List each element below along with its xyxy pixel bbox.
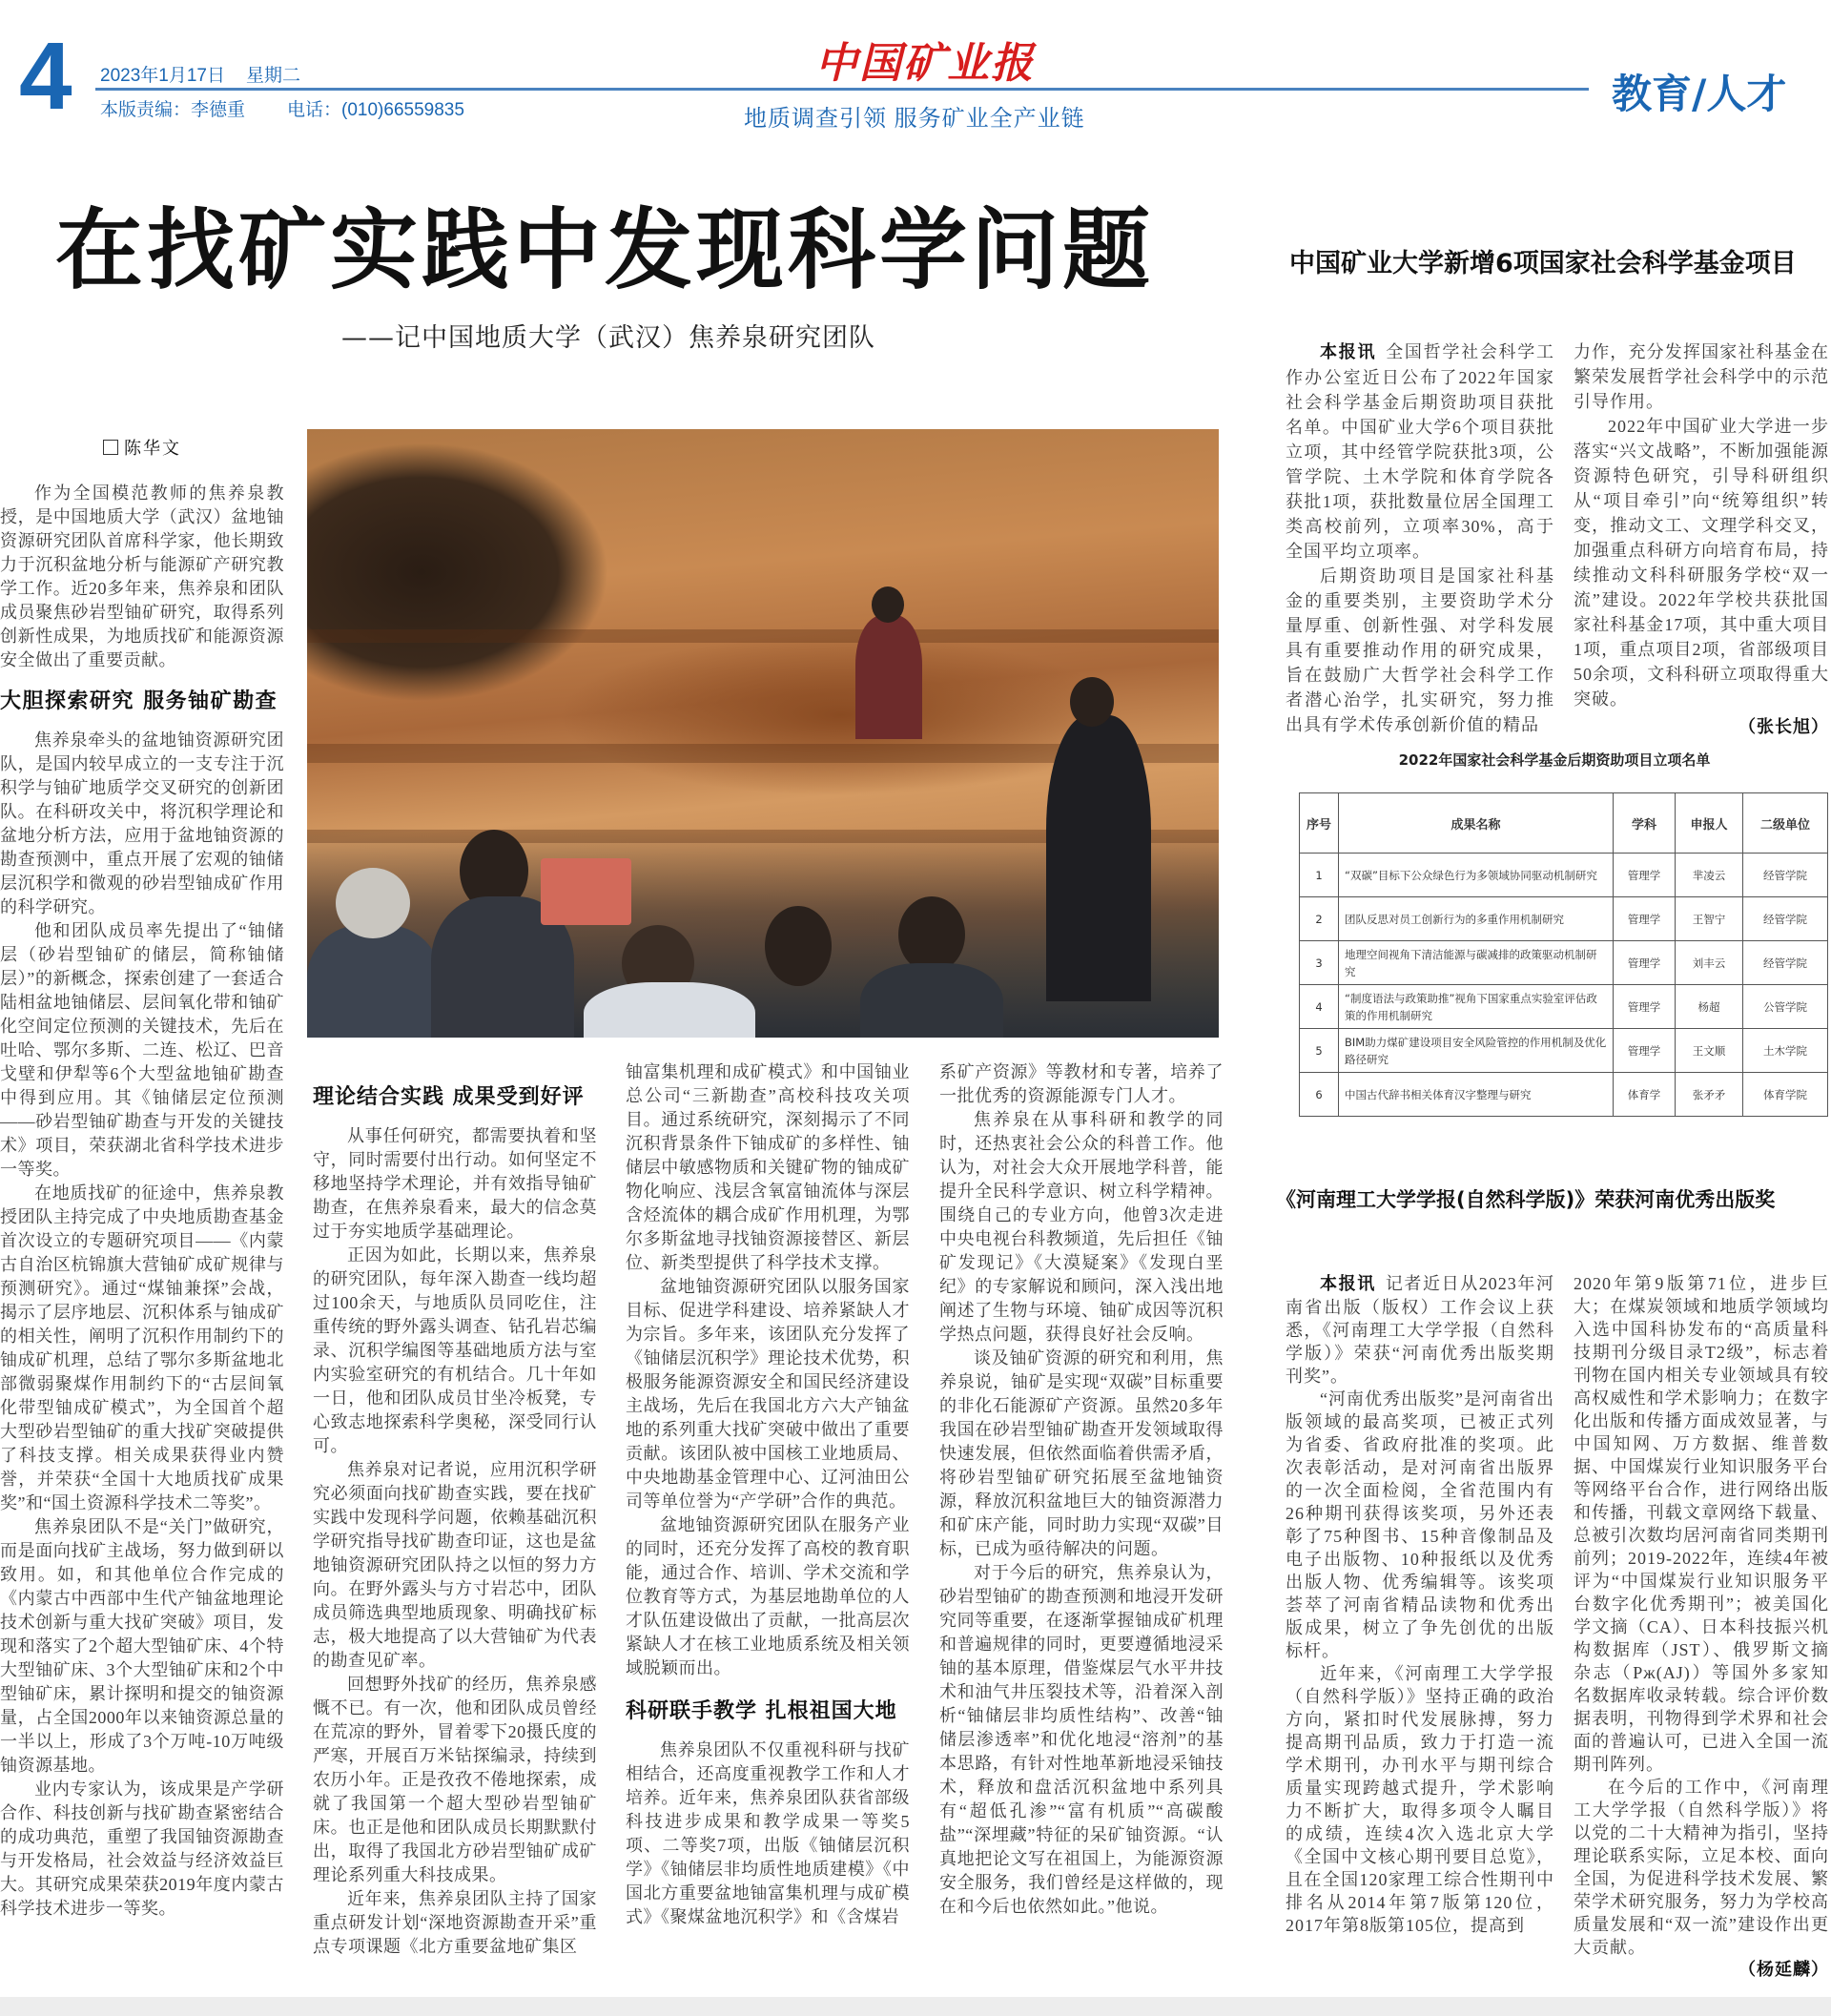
paragraph: 近年来，焦养泉团队主持了国家重点研发计划“深地资源勘查开采”重点专项课题《北方重要盆地矿集区	[313, 1889, 597, 1956]
applicant: 王智宁	[1675, 897, 1742, 941]
table-row	[1300, 897, 1828, 941]
field-survey-photo	[307, 429, 1219, 1038]
row-number: 2	[1300, 897, 1339, 941]
paragraph: 力作，充分发挥国家社科基金在繁荣发展哲学社会科学中的示范引导作用。	[1574, 342, 1829, 411]
paragraph: 系矿产资源》等教材和专著，培养了一批优秀的资源能源专门人才。	[939, 1062, 1224, 1105]
person-black-jacket	[1046, 715, 1151, 1001]
date: 2023年1月17日	[100, 66, 225, 86]
editor: 本版责编：李德重	[100, 100, 246, 120]
paragraph: 正因为如此，长期以来，焦养泉的研究团队，每年深入勘查一线均超过100余天，与地质队员同吃住，注重传统的野外露头调查、钻孔岩芯编录、沉积学编图等基础地质方法与室内实验室研究的有机结合。几十年如一日，他和团队成员甘坐冷板凳，专心致志地探索科学奥秘，深受同行认可。	[313, 1245, 597, 1455]
paragraph: 焦养泉在从事科研和教学的同时，还热衷社会公众的科普工作。他认为，对社会大众开展地学科普，能提升全民科学意识、树立科学精神。围绕自己的专业方向，他曾3次走进中央电视台科教频道，先后担任《铀矿发现记》《大漠疑案》《发现白垩纪》的专家解说和顾问，深入浅出地阐述了生物与环境、铀矿成因等沉积学热点问题，获得良好社会反响。	[939, 1110, 1224, 1344]
discipline: 管理学	[1614, 985, 1676, 1029]
paragraph: 在今后的工作中，《河南理工大学学报（自然科学版）》将以党的二十大精神为指引，坚持理论联系实际，立足本校、面向全国，为促进科学技术发展、繁荣学术研究服务，努力为学校高质量发展和“双一流”建设作出更大贡献。	[1574, 1778, 1829, 1957]
main-column-4	[939, 1060, 1224, 1919]
paragraph: 焦养泉牵头的盆地铀资源研究团队，是国内较早成立的一支专注于沉积学与铀矿地质学交叉研究的创新团队。在科研攻关中，将沉积学理论和盆地分析方法，应用于盆地铀资源的勘查预测中，重点开展了宏观的铀储层沉积学和微观的砂岩型铀成矿作用的科学研究。	[0, 730, 284, 916]
applicant: 张矛矛	[1675, 1073, 1742, 1117]
page-number: 4	[19, 23, 72, 130]
paragraph: 焦养泉团队不仅重视科研与找矿相结合，还高度重视教学工作和人才培养。近年来，焦养泉团队获省部级科技进步成果和教学成果一等奖5项、二等奖7项，出版《铀储层沉积学》《铀储层非均质性地质建模》《中国北方重要盆地铀富集机理与成矿模式》《聚煤盆地沉积学》和《含煤岩	[626, 1740, 910, 1926]
paragraph: 焦养泉对记者说，应用沉积学研究必须面向找矿勘查实践，要在找矿实践中发现科学问题，依赖基础沉积学研究指导找矿勘查印证，这也是盆地铀资源研究团队持之以恒的努力方向。在野外露头与方寸岩芯中，团队成员筛选典型地质现象、明确找矿标志，极大地提高了以大营铀矿为代表的勘查见矿率。	[313, 1460, 597, 1670]
person-cap	[307, 925, 441, 1038]
section-title: 教育/人才	[1612, 71, 1787, 117]
project-list-table	[1299, 792, 1828, 1117]
author: 陈华文	[124, 439, 181, 459]
department: 公管学院	[1743, 985, 1828, 1029]
hpu-headline: 《河南理工大学学报(自然科学版)》荣获河南优秀出版奖	[1276, 1188, 1776, 1211]
page-bottom-strip	[0, 1997, 1831, 2016]
header-cell: 二级单位	[1743, 793, 1828, 854]
main-column-1	[0, 437, 284, 1921]
table-row	[1300, 1073, 1828, 1117]
row-number: 6	[1300, 1073, 1339, 1117]
department: 经管学院	[1743, 854, 1828, 897]
phone: 电话：(010)66559835	[287, 100, 464, 120]
paragraph: 从事任何研究，都需要执着和坚守，同时需要付出行动。如何坚定不移地坚持学术理论，并有效指导铀矿勘查，在焦养泉看来，最大的信念莫过于夯实地质学基础理论。	[313, 1126, 597, 1241]
paragraph: 回想野外找矿的经历，焦养泉感慨不已。有一次，他和团队成员曾经在荒凉的野外，冒着零下20摄氏度的严寒，开展百万米钻探编录，持续到农历小年。正是孜孜不倦地探索，成就了我国第一个超大型砂岩型铀矿床。也正是他和团队成员长期默默付出，取得了我国北方砂岩型铀矿成矿理论系列重大科技成果。	[313, 1675, 597, 1884]
paragraph: 焦养泉团队不是“关门”做研究，而是面向找矿主战场，努力做到研以致用。如，和其他单位合作完成的《内蒙古中西部中生代产铀盆地理论技术创新与重大找矿突破》项目，发现和落实了2个超大型铀矿床、4个特大型铀矿床、3个大型铀矿床和2个中型铀矿床，累计探明和提交的铀资源量，占全国2000年以来铀资源总量的一半以上，形成了3个万吨-10万吨级铀资源基地。	[0, 1517, 284, 1775]
subheading: 大胆探索研究 服务铀矿勘查	[0, 689, 278, 713]
table-row	[1300, 1029, 1828, 1073]
header-cell: 申报人	[1675, 793, 1742, 854]
paragraph: 作为全国模范教师的焦养泉教授，是中国地质大学（武汉）盆地铀资源研究团队首席科学家，他长期致力于沉积盆地分析与能源矿产研究教学工作。近20多年来，焦养泉和团队成员聚焦砂岩型铀矿研究，取得系列创新性成果，为地质找矿和能源资源安全做出了重要贡献。	[0, 483, 284, 669]
table-header-row	[1300, 793, 1828, 854]
paragraph: 业内专家认为，该成果是产学研合作、科技创新与找矿勘查紧密结合的成功典范，重塑了我国铀资源勘查与开发格局，社会效益与经济效益巨大。其研究成果荣获2019年度内蒙古科学技术进步一等奖。	[0, 1779, 284, 1918]
main-subtitle: ——记中国地质大学（武汉）焦养泉研究团队	[341, 323, 875, 353]
byline-box-icon	[103, 440, 118, 455]
author-signoff: （杨延麟）	[1738, 1960, 1829, 1980]
header-cell: 序号	[1300, 793, 1339, 854]
project-title: “制度语法与政策助推”视角下国家重点实验室评估政策的作用机制研究	[1339, 985, 1614, 1029]
project-title: 中国古代辞书相关体育汉字整理与研究	[1339, 1073, 1614, 1117]
applicant: 芈凌云	[1675, 854, 1742, 897]
person-head	[872, 586, 904, 623]
department: 经管学院	[1743, 941, 1828, 985]
hpu-column-a	[1286, 1272, 1554, 1937]
rock-layer	[307, 629, 1219, 643]
paragraph: 谈及铀矿资源的研究和利用，焦养泉说，铀矿是实现“双碳”目标重要的非化石能源矿产资源。虽然20多年我国在砂岩型铀矿勘查开发领域取得快速发展，但依然面临着供需矛盾，将砂岩型铀矿研究拓展至盆地铀资源，释放沉积盆地巨大的铀资源潜力和矿床产能，同时助力实现“双碳”目标，已成为亟待解决的问题。	[939, 1348, 1224, 1558]
row-number: 3	[1300, 941, 1339, 985]
lead-tag: 本报讯	[1320, 342, 1377, 362]
discipline: 管理学	[1614, 854, 1676, 897]
tablet-device	[541, 858, 631, 925]
paragraph: 记者近日从2023年河南省出版（版权）工作会议上获悉，《河南理工大学学报（自然科学版）》荣获“河南优秀出版奖期刊奖”。	[1286, 1274, 1555, 1386]
person-geologist	[855, 615, 922, 739]
row-number: 1	[1300, 854, 1339, 897]
paragraph: “河南优秀出版奖”是河南省出版领域的最高奖项，已被正式列为省委、省政府批准的奖项。此次表彰活动，是对河南省出版界的一次全面检阅，全省范围内有26种期刊获得该奖项，另外还表彰了75种图书、15种音像制品及电子出版物、10种报纸以及优秀出版人物、优秀编辑等。该奖项荟萃了河南省精品读物和优秀出版成果，树立了争先创优的出版标杆。	[1286, 1389, 1554, 1660]
main-column-2	[313, 1074, 597, 1959]
author-signoff: （张长旭）	[1738, 717, 1829, 737]
cumt-headline: 中国矿业大学新增6项国家社会科学基金项目	[1289, 249, 1797, 278]
row-number: 4	[1300, 985, 1339, 1029]
discipline: 管理学	[1614, 941, 1676, 985]
issue-date	[100, 61, 321, 87]
person-head	[1070, 677, 1114, 727]
table-row	[1300, 941, 1828, 985]
paragraph: 2022年中国矿业大学进一步落实“兴文战略”，不断加强能源资源特色研究，引导科研组织从“项目牵引”向“统筹组织”转变，推动文工、文理学科交叉，加强重点科研方向培育布局，持续推动文科科研服务学校“双一流”建设。2022年学校共获批国家社科基金17项，其中重大项目1项，重点项目2项，省部级项目50余项，文科科研立项取得重大突破。	[1574, 417, 1829, 709]
paragraph: 铀富集机理和成矿模式》和中国铀业总公司“三新勘查”高校科技攻关项目。通过系统研究，深刻揭示了不同沉积背景条件下铀成矿的多样性、铀储层中敏感物质和关键矿物的铀成矿物化响应、浅层含氧富铀流体与深层含烃流体的耦合成矿作用机理，为鄂尔多斯盆地寻找铀资源接替区、新层位、新类型提供了科学技术支撑。	[626, 1062, 910, 1272]
project-title: 团队反思对员工创新行为的多重作用机制研究	[1339, 897, 1614, 941]
person-body	[584, 982, 755, 1038]
main-column-3	[626, 1060, 910, 1929]
subheading: 理论结合实践 成果受到好评	[313, 1085, 585, 1109]
paragraph: 近年来，《河南理工大学学报（自然科学版）》坚持正确的政治方向，紧扣时代发展脉搏，努力提高期刊品质，致力于打造一流学术期刊，办刊水平与期刊综合质量实现跨越式提升，学术影响力不断扩大，取得多项令人瞩目的成绩，连续4次入选北京大学《全国中文核心期刊要目总览》，且在全国120家理工综合性期刊中排名从2014年第7版第120位，2017年第8版第105位，提高到	[1286, 1664, 1554, 1935]
weekday: 星期二	[245, 66, 300, 86]
header-cell: 学科	[1614, 793, 1676, 854]
paragraph: 盆地铀资源研究团队在服务产业的同时，还充分发挥了高校的教育职能，通过合作、培训、学术交流和学位教育等方式，为基层地勘单位的人才队伍建设做出了贡献，一批高层次紧缺人才在核工业地质系统及相关领域脱颖而出。	[626, 1515, 910, 1677]
hpu-column-b	[1574, 1272, 1829, 1982]
slogan: 地质调查引领 服务矿业全产业链	[744, 106, 1085, 132]
main-headline: 在找矿实践中发现科学问题	[55, 199, 1155, 301]
paragraph: 对于今后的研究，焦养泉认为，砂岩型铀矿的勘查预测和地浸开发研究同等重要，在逐渐掌握铀成矿机理和普遍规律的同时，更要遵循地浸采铀的基本原理，借鉴煤层气水平井技术和油气井压裂技术等，沿着深入剖析“铀储层非均质性结构”、改善“铀储层渗透率”和优化地浸“溶剂”的基本思路，有针对性地革新地浸采铀技术，释放和盘活沉积盆地中系列具有“超低孔渗”“富有机质”“高碳酸盐”“深埋藏”特征的呆矿铀资源。“认真地把论文写在祖国上，为能源资源安全服务，我们曾经是这样做的，现在和今后也依然如此。”他说。	[939, 1563, 1224, 1916]
person-cap-head	[336, 868, 410, 938]
paragraph: 后期资助项目是国家社科基金的重要类别，主要资助学术分量厚重、创新性强、对学科发展具有重要推动作用的研究成果，旨在鼓励广大哲学社会科学工作者潜心治学，扎实研究，努力推出具有学术传承创新价值的精品	[1286, 566, 1554, 734]
person-head	[765, 906, 832, 986]
applicant: 王文顺	[1675, 1029, 1742, 1073]
department: 体育学院	[1743, 1073, 1828, 1117]
paragraph: 在地质找矿的征途中，焦养泉教授团队主持完成了中央地质勘查基金首次设立的专题研究项目——《内蒙古自治区杭锦旗大营铀矿成矿规律与预测研究》。通过“煤铀兼探”会战，揭示了层序地层、沉积体系与铀成矿的相关性，阐明了沉积作用制约下的铀成矿机理，总结了鄂尔多斯盆地北部微弱聚煤作用制约下的“古层间氧化带型铀成矿模式”，为全国首个超大型砂岩型铀矿的重大找矿突破提供了科技支撑。相关成果获得业内赞誉，并荣获“全国十大地质找矿成果奖”和“国土资源科学技术二等奖”。	[0, 1183, 284, 1512]
subheading: 科研联手教学 扎根祖国大地	[626, 1699, 897, 1723]
discipline: 体育学	[1614, 1073, 1676, 1117]
person-body	[860, 963, 1003, 1038]
author-byline	[0, 437, 284, 461]
discipline: 管理学	[1614, 1029, 1676, 1073]
project-title: BIM助力煤矿建设项目安全风险管控的作用机制及优化路径研究	[1339, 1029, 1614, 1073]
discipline: 管理学	[1614, 897, 1676, 941]
project-title: 地理空间视角下清洁能源与碳减排的政策驱动机制研究	[1339, 941, 1614, 985]
lead-tag: 本报讯	[1320, 1274, 1376, 1294]
header-cell: 成果名称	[1339, 793, 1614, 854]
person-head	[898, 896, 965, 973]
department: 经管学院	[1743, 897, 1828, 941]
paragraph: 他和团队成员率先提出了“铀储层（砂岩型铀矿的储层，简称铀储层）”的新概念，探索创建了一套适合陆相盆地铀储层、层间氧化带和铀矿化空间定位预测的关键技术，先后在吐哈、鄂尔多斯、二连、松辽、巴音戈壁和伊犁等6个大型盆地铀矿勘查中得到应用。其《铀储层定位预测——砂岩型铀矿勘查与开发的关键技术》项目，荣获湖北省科学技术进步一等奖。	[0, 921, 284, 1179]
applicant: 刘丰云	[1675, 941, 1742, 985]
department: 土木学院	[1743, 1029, 1828, 1073]
row-number: 5	[1300, 1029, 1339, 1073]
paragraph: 全国哲学社会科学工作办公室近日公布了2022年国家社会科学基金后期资助项目获批名单。中国矿业大学6个项目获批立项，其中经管学院获批3项，公管学院、土木学院和体育学院各获批1项，获批数量位居全国理工类高校前列，立项率30%，高于全国平均立项率。	[1286, 342, 1555, 561]
paragraph: 2020年第9版第71位，进步巨大；在煤炭领域和地质学领域均入选中国科协发布的“高质量科技期刊分级目录T2级”，标志着刊物在国内相关专业领域具有较高权威性和学术影响力；在数字化出版和传播方面成效显著，与中国知网、万方数据、维普数据、中国煤炭行业知识服务平台等网络平台合作，进行网络出版和传播，刊载文章网络下载量、总被引次数均居河南省同类期刊前列；2019-2022年，连续4年被评为“中国煤炭行业知识服务平台数字化优秀期刊”；被美国化学文摘（CA）、日本科技振兴机构数据库（JST）、俄罗斯文摘杂志（Рж(AJ)）等国外多家知名数据库收录转载。综合评价数据表明，刊物得到学术界和社会面的普遍认可，已进入全国一流期刊阵列。	[1574, 1274, 1829, 1774]
cumt-column-a	[1286, 339, 1554, 737]
applicant: 杨超	[1675, 985, 1742, 1029]
table-row	[1300, 985, 1828, 1029]
project-title: “双碳”目标下公众绿色行为多领域协同驱动机制研究	[1339, 854, 1614, 897]
cumt-column-b	[1574, 339, 1829, 740]
table-title: 2022年国家社会科学基金后期资助项目立项名单	[1398, 751, 1711, 769]
editor-info	[100, 95, 506, 121]
newspaper-logo: 中国矿业报	[815, 39, 1035, 88]
paragraph: 盆地铀资源研究团队以服务国家目标、促进学科建设、培养紧缺人才为宗旨。多年来，该团队充分发挥了《铀储层沉积学》理论技术优势，积极服务能源资源安全和国民经济建设主战场，先后在我国北方六大产铀盆地的系列重大找矿突破中做出了重要贡献。该团队被中国核工业地质局、中央地勘基金管理中心、辽河油田公司等单位誉为“产学研”合作的典范。	[626, 1277, 910, 1511]
table-row	[1300, 854, 1828, 897]
